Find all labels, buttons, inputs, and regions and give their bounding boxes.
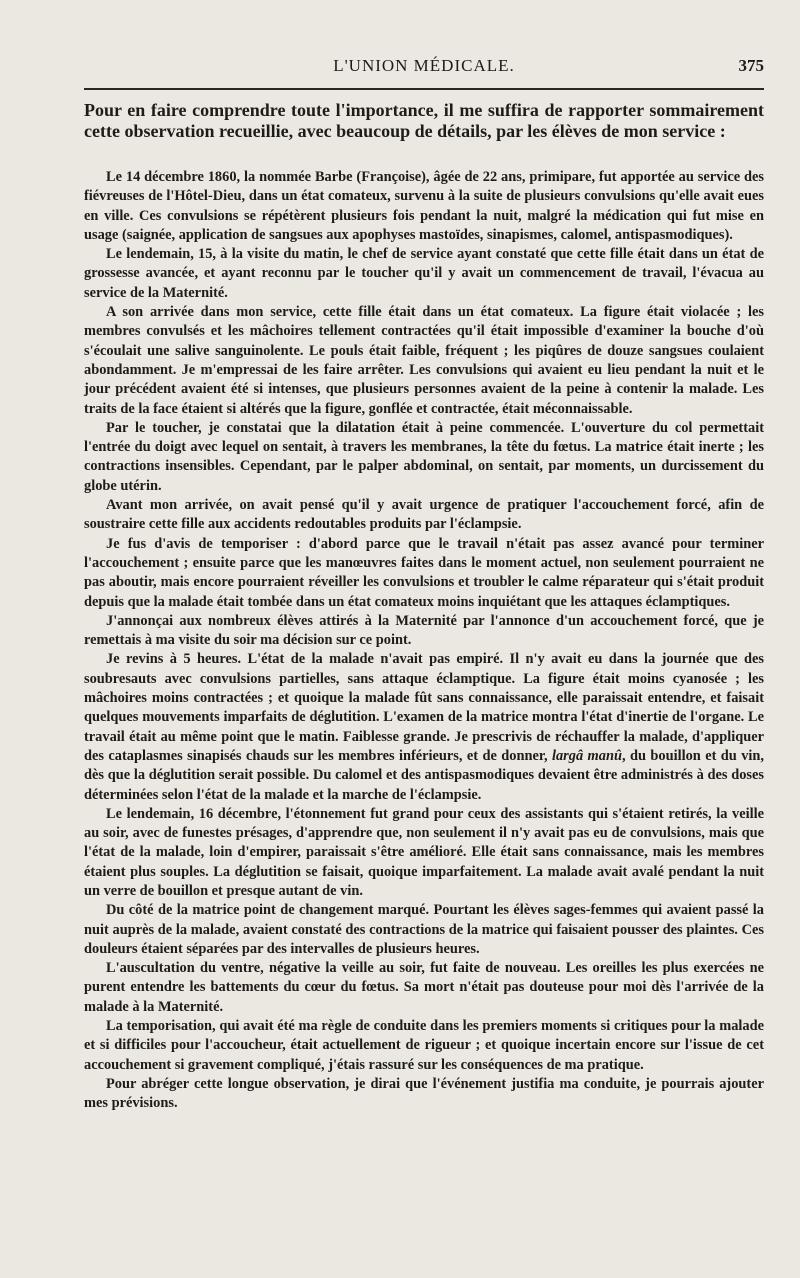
running-title: L'UNION MÉDICALE. — [333, 56, 515, 75]
intro-paragraph: Pour en faire comprendre toute l'importance, il me suffira de rapporter sommairement cette observation recueillie, avec beaucoup de détails, par les élèves de mon service : — [84, 100, 764, 141]
paragraph: J'annonçai aux nombreux élèves attirés à la Maternité par l'annonce d'un accouchement forcé, que je remettais à ma visite du soir ma décision sur ce point. — [84, 612, 764, 649]
paragraph: Par le toucher, je constatai que la dilatation était à peine commencée. L'ouverture du col permettait l'entrée du doigt avec lequel on sentait, à travers les membranes, la tête du fœtus. La matrice était inerte ; les contractions insensibles. Cependant, par le palper abdominal, on sentait, par moments, un durcissement du globe utérin. — [84, 419, 764, 494]
paragraph: L'auscultation du ventre, négative la veille au soir, fut faite de nouveau. Les oreilles les plus exercées ne purent entendre les battements du cœur du fœtus. Sa mort n'était pas douteuse pour moi dès l'arrivée de la malade à la Maternité. — [84, 960, 764, 1015]
italic-phrase: largâ manû — [551, 747, 622, 764]
paragraph: Le lendemain, 16 décembre, l'étonnement fut grand pour ceux des assistants qui s'étaient retirés, la veille au soir, avec de funestes présages, d'apprendre que, non seulement il n'y avait pas eu de convulsions, mais que l'état de la malade, loin d'empirer, paraissait s'être amélioré. Elle était sans connaissance, mais les membres étaient plus souples. La déglutition se faisait, quoique imparfaitement. La malade avait avalé pendant la nuit un verre de bouillon et presque autant de vin. — [84, 805, 764, 899]
paragraph: Du côté de la matrice point de changement marqué. Pourtant les élèves sages-femmes qui avaient passé la nuit auprès de la malade, avaient constaté des contractions de la matrice qui faisaient pousser des plaintes. Ces douleurs étaient séparées par des intervalles de plusieurs heures. — [84, 902, 764, 957]
paragraph: Avant mon arrivée, on avait pensé qu'il y avait urgence de pratiquer l'accouchement forcé, afin de soustraire cette fille aux accidents redoutables produits par l'éclampsie. — [84, 497, 764, 533]
page-number: 375 — [738, 56, 764, 75]
paragraph: Pour abréger cette longue observation, je dirai que l'événement justifia ma conduite, je pourrais ajouter mes prévisions. — [84, 1075, 764, 1112]
paragraph: A son arrivée dans mon service, cette fille était dans un état comateux. La figure était violacée ; les membres convulsés et les mâchoires tellement contractées qu'il était impossible d'examiner la bouche d'où s'écoulait une salive sanguinolente. Le pouls était faible, fréquent ; les piqûres de douze sangsues coulaient abondamment. Je m'empressai de les faire arrêter. Les convulsions qui avaient eu lieu pendant la nuit et le jour précédent avaient été si intenses, que plusieurs personnes avaient de la peine à contenir la malade. Les traits de la face étaient si altérés que la figure, gonflée et contractée, était méconnaissable. — [84, 304, 764, 417]
paragraph: Le lendemain, 15, à la visite du matin, le chef de service ayant constaté que cette fille était dans un état de grossesse avancée, et ayant reconnu par le toucher qu'il y avait un commencement de travail, l'évacua au service de la Maternité. — [84, 246, 764, 301]
paragraph-text: , du bouillon et du vin, dès que la déglutition serait possible. Du calomel et des antispasmodiques devaient être administrés à des doses déterminées selon l'état de la malade et la marche de l'éclampsie. — [84, 747, 764, 803]
paragraph: La temporisation, qui avait été ma règle de conduite dans les premiers moments si critiques pour la malade et si difficiles pour l'accoucheur, était actuellement de rigueur ; et quoique incertain encore sur l'issue de cet accouchement si gravement compliqué, j'étais rassuré sur les conséquences de ma pratique. — [84, 1018, 764, 1073]
paragraph — [84, 650, 764, 804]
body-text — [84, 100, 764, 1114]
paragraph: Je fus d'avis de temporiser : d'abord parce que le travail n'était pas assez avancé pour terminer l'accouchement ; ensuite parce que les manœuvres faites dans le moment actuel, non seulement pourraient ne pas aboutir, mais encore pourraient réveiller les convulsions et troubler le calme réparateur qui s'était produit depuis que la malade était tombée dans un état comateux moins inquiétant que les attaques éclamptiques. — [84, 535, 764, 610]
paragraph: Le 14 décembre 1860, la nommée Barbe (Françoise), âgée de 22 ans, primipare, fut apportée au service des fiévreuses de l'Hôtel-Dieu, dans un état comateux, survenu à la suite de plusieurs convulsions qu'elle avait eues en ville. Ces convulsions se répétèrent plusieurs fois pendant la nuit, malgré la médication qui fut mise en usage (saignée, application de sangsues aux apophyses mastoïdes, sinapismes, calomel, antispasmodiques). — [84, 169, 764, 243]
page-header — [84, 56, 764, 84]
paragraph-text: Je revins à 5 heures. L'état de la malade n'avait pas empiré. Il n'y avait eu dans la journée que des soubresauts avec convulsions partielles, sans attaque éclamptique. La figure était moins cyanosée ; les mâchoires moins contractées ; et quoique la malade fût sans connaissance, elle paraissait entendre, et faisait quelques mouvements imparfaits de déglutition. L'examen de la matrice montra l'état d'inertie de l'organe. Le travail était au même point que le matin. Faiblesse grande. Je prescrivis de réchauffer la malade, d'appliquer des cataplasmes sinapisés chauds sur les membres inférieurs, et de donner, — [84, 651, 764, 764]
header-rule — [84, 88, 764, 90]
